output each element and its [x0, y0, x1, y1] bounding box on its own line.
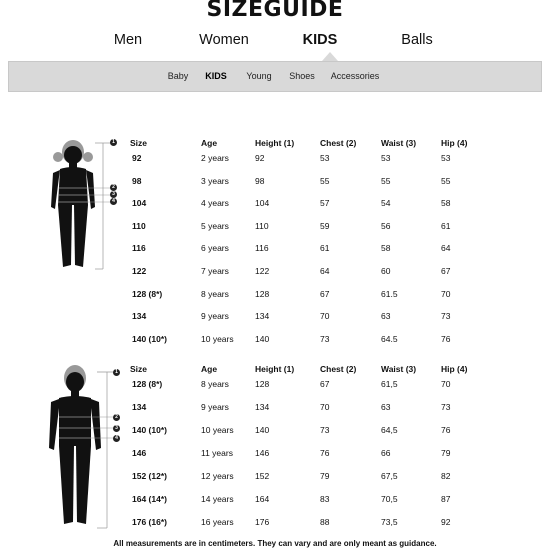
footnote: All measurements are in centimeters. They can vary and are only meant as guidance.: [113, 539, 437, 548]
table-row: [0, 379, 550, 391]
cell-height: 152: [255, 471, 270, 481]
cell-age: 6 years: [201, 243, 229, 254]
cell-hip: 61: [441, 220, 451, 231]
cell-size: 128 (8*): [132, 379, 163, 389]
cell-chest: 57: [320, 198, 330, 209]
marker-3: 3: [113, 425, 120, 432]
cell-age: 11 years: [201, 448, 233, 458]
cell-height: 176: [255, 517, 270, 527]
cell-waist: 55: [381, 175, 391, 186]
table-row: [0, 176, 550, 188]
marker-4: 4: [110, 198, 117, 205]
table-row: [0, 425, 550, 437]
cell-hip: 67: [441, 266, 451, 276]
cell-chest: 67: [320, 379, 330, 389]
main-nav: [0, 32, 550, 50]
table-row: [0, 311, 550, 323]
cell-waist: 54: [381, 198, 391, 209]
column-header-age: Age: [201, 364, 218, 374]
table-row: [0, 221, 550, 233]
table-row: [0, 243, 550, 255]
cell-chest: 73: [320, 333, 330, 344]
nav-balls[interactable]: Balls: [401, 32, 433, 48]
subnav-young[interactable]: Young: [246, 71, 272, 81]
table-row: [0, 448, 550, 460]
cell-hip: 92: [441, 517, 451, 527]
column-header-age: Age: [201, 138, 218, 148]
cell-age: 4 years: [201, 198, 229, 209]
cell-height: 110: [255, 220, 269, 231]
cell-age: 9 years: [201, 402, 229, 412]
cell-hip: 79: [441, 448, 451, 458]
column-header-size: Size: [130, 364, 148, 374]
marker-2: 2: [110, 184, 117, 191]
subnav-accessories[interactable]: Accessories: [330, 71, 380, 81]
cell-hip: 70: [441, 379, 451, 389]
cell-size: 176 (16*): [132, 517, 167, 527]
cell-age: 5 years: [201, 220, 229, 231]
cell-chest: 70: [320, 311, 330, 322]
cell-age: 10 years: [201, 333, 234, 344]
cell-size: 146: [132, 448, 147, 458]
cell-height: 140: [255, 425, 270, 435]
cell-waist: 67,5: [381, 471, 398, 481]
cell-waist: 58: [381, 243, 391, 254]
column-header-chest: Chest (2): [320, 364, 357, 374]
cell-hip: 82: [441, 471, 451, 481]
cell-chest: 67: [320, 288, 330, 299]
cell-waist: 53: [381, 153, 391, 163]
column-header-height: Height (1): [255, 138, 295, 148]
cell-chest: 61: [320, 243, 330, 254]
cell-hip: 64: [441, 243, 451, 254]
cell-age: 16 years: [201, 517, 234, 527]
cell-hip: 76: [441, 333, 451, 344]
cell-waist: 70,5: [381, 494, 398, 504]
table-row: [0, 289, 550, 301]
column-header-size: Size: [130, 138, 148, 148]
cell-height: 116: [255, 243, 269, 254]
cell-size: 152 (12*): [132, 471, 167, 481]
cell-age: 3 years: [201, 175, 229, 186]
cell-waist: 66: [381, 448, 391, 458]
cell-hip: 58: [441, 198, 451, 209]
cell-age: 2 years: [201, 153, 229, 163]
table-header-row: [0, 138, 550, 150]
table-row: [0, 494, 550, 506]
cell-waist: 60: [381, 266, 391, 276]
column-header-height: Height (1): [255, 364, 295, 374]
cell-size: 134: [132, 311, 147, 322]
cell-hip: 73: [441, 402, 451, 412]
column-header-chest: Chest (2): [320, 138, 357, 148]
cell-height: 164: [255, 494, 270, 504]
table-row: [0, 153, 550, 165]
column-header-hip: Hip (4): [441, 138, 468, 148]
cell-age: 8 years: [201, 379, 229, 389]
cell-height: 140: [255, 333, 270, 344]
cell-height: 98: [255, 175, 265, 186]
cell-size: 116: [132, 243, 146, 254]
cell-size: 164 (14*): [132, 494, 167, 504]
table-row: [0, 198, 550, 210]
cell-hip: 55: [441, 175, 451, 186]
cell-waist: 63: [381, 402, 391, 412]
cell-waist: 61,5: [381, 379, 398, 389]
table-row: [0, 266, 550, 278]
cell-age: 7 years: [201, 266, 229, 276]
cell-size: 110: [132, 220, 146, 231]
cell-waist: 64.5: [381, 333, 398, 344]
table-row: [0, 471, 550, 483]
table-row: [0, 402, 550, 414]
table-header-row: [0, 364, 550, 376]
cell-height: 122: [255, 266, 270, 276]
cell-age: 12 years: [201, 471, 234, 481]
cell-size: 92: [132, 153, 142, 163]
cell-chest: 59: [320, 220, 330, 231]
column-header-waist: Waist (3): [381, 138, 417, 148]
cell-height: 128: [255, 288, 270, 299]
cell-size: 134: [132, 402, 147, 412]
column-header-waist: Waist (3): [381, 364, 417, 374]
cell-chest: 83: [320, 494, 330, 504]
cell-chest: 76: [320, 448, 330, 458]
cell-age: 10 years: [201, 425, 234, 435]
marker-1: 1: [113, 369, 120, 376]
cell-chest: 79: [320, 471, 330, 481]
cell-waist: 61.5: [381, 288, 398, 299]
cell-chest: 55: [320, 175, 330, 186]
marker-1: 1: [110, 139, 117, 146]
cell-height: 92: [255, 153, 265, 163]
sub-nav: [8, 61, 542, 92]
cell-chest: 88: [320, 517, 330, 527]
cell-waist: 63: [381, 311, 391, 322]
cell-size: 98: [132, 175, 142, 186]
cell-chest: 70: [320, 402, 330, 412]
marker-2: 2: [113, 414, 120, 421]
subnav-baby[interactable]: Baby: [167, 71, 189, 81]
page-title: SIZEGUIDE: [206, 0, 344, 22]
cell-waist: 56: [381, 220, 391, 231]
cell-height: 104: [255, 198, 270, 209]
cell-age: 8 years: [201, 288, 229, 299]
cell-hip: 53: [441, 153, 451, 163]
cell-height: 134: [255, 311, 270, 322]
cell-size: 140 (10*): [132, 333, 167, 344]
nav-kids[interactable]: KIDS: [302, 32, 338, 48]
cell-age: 14 years: [201, 494, 234, 504]
cell-size: 128 (8*): [132, 288, 163, 299]
cell-hip: 87: [441, 494, 451, 504]
column-header-hip: Hip (4): [441, 364, 468, 374]
marker-3: 3: [110, 191, 117, 198]
subnav-shoes[interactable]: Shoes: [289, 71, 315, 81]
cell-hip: 70: [441, 288, 451, 299]
cell-waist: 64,5: [381, 425, 398, 435]
table-row: [0, 334, 550, 346]
cell-age: 9 years: [201, 311, 229, 322]
cell-chest: 64: [320, 266, 330, 276]
cell-chest: 73: [320, 425, 330, 435]
active-tab-pointer: [322, 52, 338, 61]
marker-4: 4: [113, 435, 120, 442]
cell-height: 146: [255, 448, 270, 458]
table-row: [0, 517, 550, 529]
cell-chest: 53: [320, 153, 330, 163]
subnav-kids[interactable]: KIDS: [205, 71, 227, 81]
cell-hip: 76: [441, 425, 451, 435]
cell-waist: 73,5: [381, 517, 398, 527]
cell-size: 122: [132, 266, 147, 276]
cell-height: 128: [255, 379, 270, 389]
cell-height: 134: [255, 402, 270, 412]
cell-size: 140 (10*): [132, 425, 167, 435]
cell-size: 104: [132, 198, 147, 209]
nav-men[interactable]: Men: [113, 32, 143, 48]
cell-hip: 73: [441, 311, 451, 322]
nav-women[interactable]: Women: [199, 32, 249, 48]
